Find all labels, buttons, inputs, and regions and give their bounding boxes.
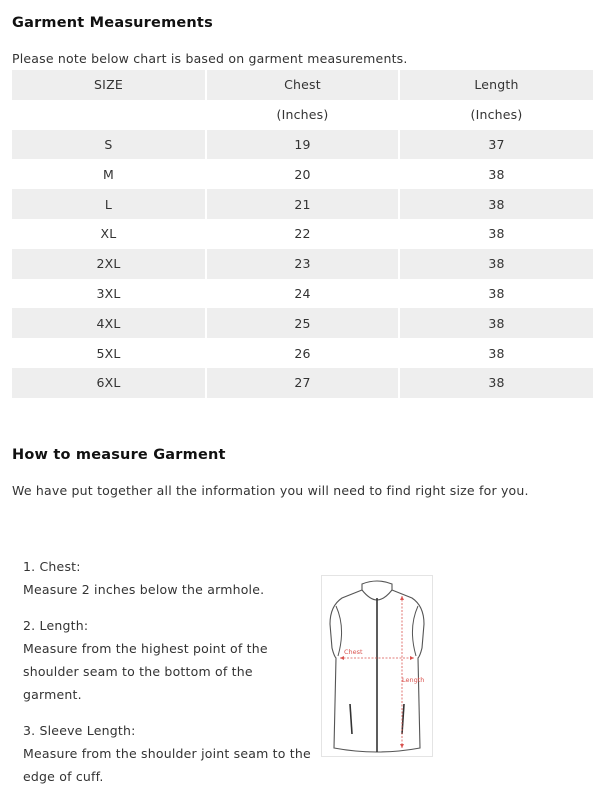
step-title: 2. Length: — [23, 618, 89, 633]
table-row — [12, 219, 593, 249]
cell-size: 5XL — [12, 338, 206, 368]
cell-length: 38 — [399, 249, 593, 279]
cell-size: 3XL — [12, 279, 206, 309]
step-body: Measure 2 inches below the armhole. — [23, 582, 265, 597]
cell-length: 37 — [399, 130, 593, 160]
table-row — [12, 308, 593, 338]
header-chest: Chest — [206, 70, 399, 100]
cell-chest: 23 — [206, 249, 399, 279]
table-row — [12, 130, 593, 160]
cell-size: XL — [12, 219, 206, 249]
cell-chest: 25 — [206, 308, 399, 338]
cell-chest: 26 — [206, 338, 399, 368]
cell-length: 38 — [399, 368, 593, 398]
cell-length: 38 — [399, 189, 593, 219]
step-body: Measure from the shoulder joint seam to the edge of cuff. — [23, 746, 311, 784]
table-row — [12, 279, 593, 309]
step-title: 3. Sleeve Length: — [23, 723, 136, 738]
how-to-measure-description: We have put together all the information you will need to find right size for you. — [12, 483, 529, 498]
vest-measurement-diagram — [321, 575, 433, 757]
step-sleeve-length — [23, 719, 313, 788]
table-row — [12, 338, 593, 368]
step-length — [23, 614, 313, 706]
page-title: Garment Measurements — [12, 15, 213, 31]
table-row — [12, 249, 593, 279]
step-chest — [23, 555, 313, 601]
vest-illustration — [322, 576, 432, 756]
cell-chest: 22 — [206, 219, 399, 249]
units-size — [12, 100, 206, 130]
cell-chest: 24 — [206, 279, 399, 309]
how-to-measure-title: How to measure Garment — [12, 447, 226, 463]
cell-length: 38 — [399, 308, 593, 338]
size-chart-table — [12, 70, 593, 398]
cell-size: S — [12, 130, 206, 160]
cell-length: 38 — [399, 159, 593, 189]
cell-size: 6XL — [12, 368, 206, 398]
cell-chest: 19 — [206, 130, 399, 160]
measurement-steps — [23, 555, 313, 801]
cell-chest: 27 — [206, 368, 399, 398]
units-chest: (Inches) — [206, 100, 399, 130]
table-header-row — [12, 70, 593, 100]
length-label: Length — [402, 676, 425, 684]
table-units-row — [12, 100, 593, 130]
chest-label: Chest — [344, 648, 363, 656]
cell-length: 38 — [399, 219, 593, 249]
step-title: 1. Chest: — [23, 559, 81, 574]
header-size: SIZE — [12, 70, 206, 100]
cell-size: M — [12, 159, 206, 189]
cell-length: 38 — [399, 338, 593, 368]
chart-note: Please note below chart is based on garment measurements. — [12, 51, 408, 66]
header-length: Length — [399, 70, 593, 100]
cell-chest: 20 — [206, 159, 399, 189]
cell-size: 2XL — [12, 249, 206, 279]
cell-length: 38 — [399, 279, 593, 309]
cell-chest: 21 — [206, 189, 399, 219]
step-body: Measure from the highest point of the shoulder seam to the bottom of the garment. — [23, 641, 268, 702]
table-row — [12, 368, 593, 398]
units-length: (Inches) — [399, 100, 593, 130]
table-row — [12, 159, 593, 189]
table-row — [12, 189, 593, 219]
cell-size: L — [12, 189, 206, 219]
cell-size: 4XL — [12, 308, 206, 338]
